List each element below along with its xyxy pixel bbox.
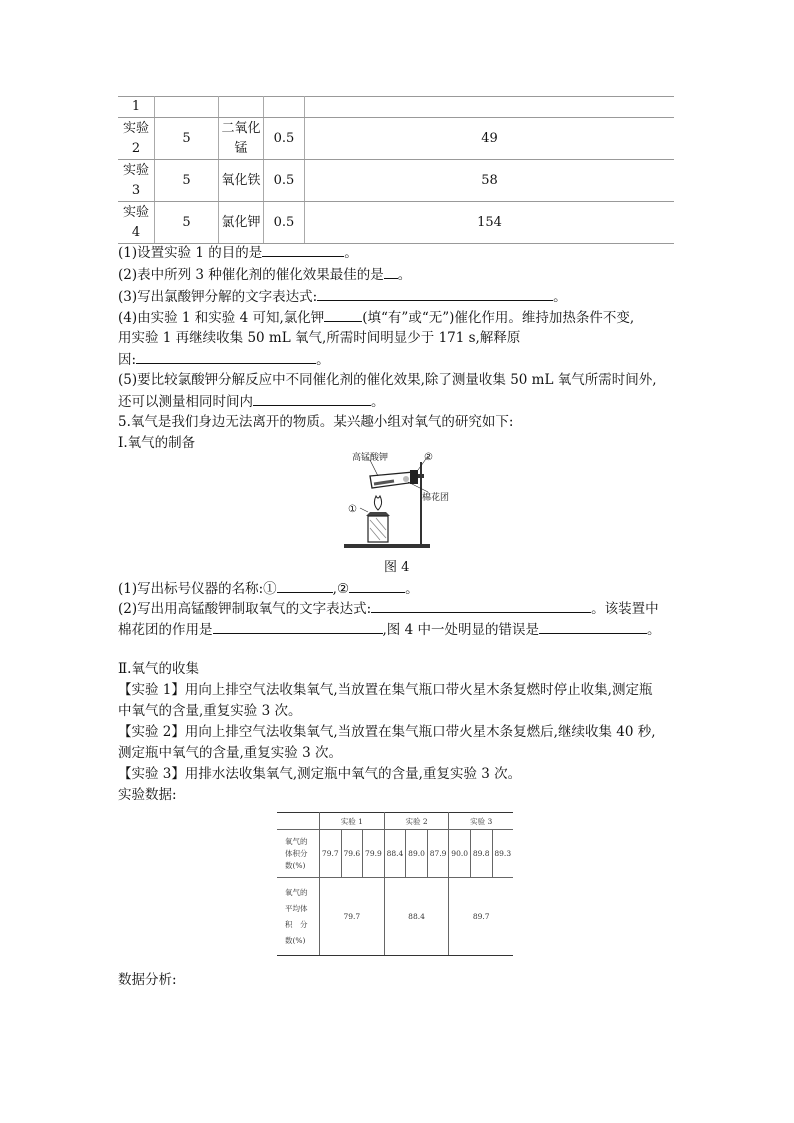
- table-cell: 5: [155, 202, 219, 244]
- table-cell: 5: [155, 160, 219, 202]
- table-cell: 实验 2: [118, 118, 155, 160]
- table-header: 实验 1: [320, 813, 385, 830]
- label-kmno4: 高锰酸钾: [352, 453, 389, 463]
- stand-base: [344, 544, 430, 548]
- fig-question-2-line1: (2)写出用高锰酸钾制取氧气的文字表达式: 。该装置中: [118, 598, 659, 620]
- table-row: [118, 202, 674, 244]
- table-row: [118, 118, 674, 160]
- table-cell: [305, 97, 675, 118]
- table-cell: 49: [305, 118, 675, 160]
- table-row: [277, 878, 513, 956]
- table-row: [277, 830, 513, 878]
- question-4-line1: (4)由实验 1 和实验 4 可知,氯化钾 (填“有”或“无”)催化作用。维持加热条件不变,: [118, 307, 634, 329]
- apparatus-figure: [340, 452, 450, 572]
- experiment-2-line2: 测定瓶中氧气的含量,重复实验 3 次。: [118, 745, 342, 761]
- fig-question-2-line2: 棉花团的作用是 ,图 4 中一处明显的错误是 。: [118, 619, 660, 641]
- table-cell: [219, 97, 264, 118]
- table-cell: 79.7: [320, 878, 385, 956]
- cotton-icon: [403, 476, 409, 482]
- oxygen-data-table: [277, 812, 513, 956]
- fig-question-1: (1)写出标号仪器的名称:① ,② 。: [118, 578, 419, 600]
- table-cell: 实验 4: [118, 202, 155, 244]
- table-row: [118, 160, 674, 202]
- row-label: 氧气的 平均体 积 分 数(%): [277, 878, 320, 956]
- answer-blank[interactable]: [349, 578, 405, 593]
- table-cell: 79.7: [320, 830, 342, 878]
- experiment-2-line1: 【实验 2】用向上排空气法收集氧气,当放置在集气瓶口带火星木条复燃后,继续收集 40 秒,: [118, 724, 656, 740]
- question-1: (1)设置实验 1 的目的是 。: [118, 242, 358, 264]
- flame-icon: [374, 496, 381, 510]
- answer-blank[interactable]: [277, 578, 333, 593]
- table-cell: 1: [118, 97, 155, 118]
- answer-blank[interactable]: [213, 619, 383, 634]
- answer-blank[interactable]: [136, 349, 316, 364]
- answer-blank[interactable]: [262, 242, 344, 257]
- table-cell: 5: [155, 118, 219, 160]
- table-cell: 实验 3: [118, 160, 155, 202]
- table-cell: 氧化铁: [219, 160, 264, 202]
- table-row: [118, 97, 674, 118]
- row-label: 氧气的 体积分 数(%): [277, 830, 320, 878]
- question-3: (3)写出氯酸钾分解的文字表达式: 。: [118, 286, 567, 308]
- stopper-icon: [410, 470, 418, 484]
- table-cell: 88.4: [384, 878, 449, 956]
- experiment-1-line2: 中氧气的含量,重复实验 3 次。: [118, 703, 302, 719]
- table-cell: 0.5: [264, 160, 305, 202]
- question-4-line3: 因: 。: [118, 349, 330, 371]
- table-cell: 58: [305, 160, 675, 202]
- problem-5-title: 5.氧气是我们身边无法离开的物质。某兴趣小组对氧气的研究如下:: [118, 414, 514, 430]
- label-1: ①: [348, 504, 357, 515]
- experiment-3: 【实验 3】用排水法收集氧气,测定瓶中氧气的含量,重复实验 3 次。: [118, 766, 522, 782]
- section-heading: Ⅰ.氧气的制备: [118, 435, 196, 451]
- table-cell: 90.0: [449, 830, 471, 878]
- table-cell: 79.6: [341, 830, 363, 878]
- table-cell: [264, 97, 305, 118]
- table-cell: 二氧化 锰: [219, 118, 264, 160]
- table-cell: 0.5: [264, 202, 305, 244]
- answer-blank[interactable]: [253, 391, 371, 406]
- question-4-line2: 用实验 1 再继续收集 50 mL 氧气,所需时间明显少于 171 s,解释原: [118, 330, 521, 346]
- table-cell: [155, 97, 219, 118]
- question-5-line1: (5)要比较氯酸钾分解反应中不同催化剂的催化效果,除了测量收集 50 mL 氧气所需时间外,: [118, 372, 657, 388]
- table-cell: 87.9: [427, 830, 449, 878]
- experiment-1-line1: 【实验 1】用向上排空气法收集氧气,当放置在集气瓶口带火星木条复燃时停止收集,测定瓶: [118, 682, 653, 698]
- catalyst-table: [118, 96, 674, 244]
- section-heading: Ⅱ.氧气的收集: [118, 661, 199, 677]
- table-cell: 88.4: [384, 830, 406, 878]
- table-cell: 氯化钾: [219, 202, 264, 244]
- table-cell: [277, 813, 320, 830]
- answer-blank[interactable]: [384, 264, 398, 279]
- question-2: (2)表中所列 3 种催化剂的催化效果最佳的是 。: [118, 264, 411, 286]
- table-cell: 89.3: [492, 830, 513, 878]
- answer-blank[interactable]: [324, 307, 362, 322]
- table-header: 实验 2: [384, 813, 449, 830]
- answer-blank[interactable]: [539, 619, 647, 634]
- data-label: 实验数据:: [118, 787, 177, 803]
- answer-blank[interactable]: [371, 598, 591, 613]
- table-cell: 154: [305, 202, 675, 244]
- table-cell: 79.9: [363, 830, 385, 878]
- question-5-line2: 还可以测量相同时间内 。: [118, 391, 385, 413]
- figure-caption: 图 4: [384, 560, 410, 575]
- analysis-label: 数据分析:: [118, 972, 177, 988]
- label-cotton: 棉花团: [422, 493, 450, 503]
- table-cell: 0.5: [264, 118, 305, 160]
- table-cell: 89.0: [406, 830, 428, 878]
- table-cell: 89.7: [449, 878, 513, 956]
- table-header: 实验 3: [449, 813, 513, 830]
- answer-blank[interactable]: [317, 286, 553, 301]
- table-cell: 89.8: [470, 830, 492, 878]
- label-2: ②: [424, 452, 433, 463]
- table-header-row: [277, 813, 513, 830]
